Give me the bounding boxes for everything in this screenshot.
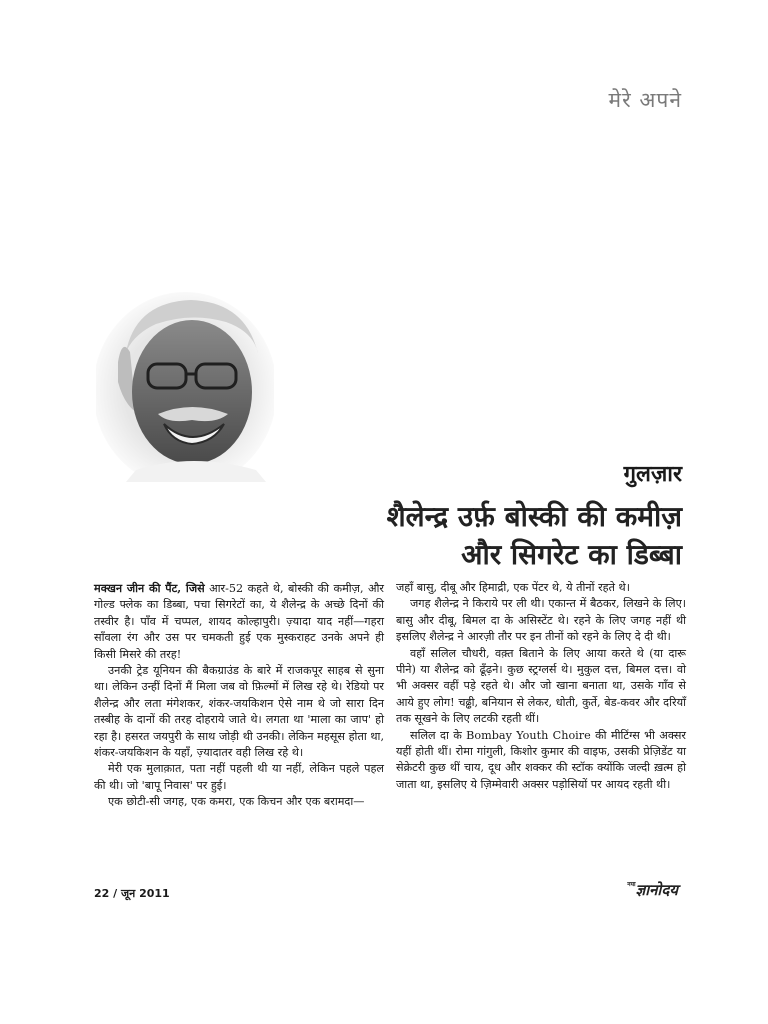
left-column: [94, 580, 384, 811]
magazine-logo-name: ज्ञानोदय: [635, 881, 678, 899]
lead-in: मक्खन जीन की पैंट, जिसे: [94, 581, 205, 595]
magazine-logo-prefix: नया: [627, 881, 636, 888]
article-title: [262, 498, 682, 574]
title-line-1: शैलेन्द्र उर्फ़ बोस्की की कमीज़: [386, 500, 682, 533]
paragraph: [94, 580, 384, 663]
paragraph-text: आर-52 कहते थे, बोस्की की कमीज़, और गोल्ड फ्लेक का डिब्बा, पचा सिगरेटों का, ये शैलेन्द्र के अच्छे दिनों की तस्वीर है। पाँव में चप्पल, शायद कोल्हापुरी। ज़्यादा याद नहीं—गहरा साँवला रंग और उस पर चमकती हुई एक मुस्कराहट उनके अपने ही किसी मिसरे की तरह!: [94, 582, 384, 661]
paragraph: सलिल दा के Bombay Youth Choire की मीटिंग्स भी अक्सर यहीं होती थीं। रोमा गांगुली, किशोर कुमार की वाइफ, उसकी प्रेज़िडेंट या सेक्रेटरी कुछ थीं चाय, दूध और शक्कर की स्टॉक क्योंकि जल्दी ख़त्म हो जाता था, इसलिए ये ज़िम्मेवारी अक्सर पड़ोसियों पर आयद रहती थी।: [396, 728, 686, 791]
title-line-2: और सिगरेट का डिब्बा: [461, 538, 682, 571]
section-label: मेरे अपने: [608, 88, 682, 112]
paragraph: एक छोटी-सी जगह, एक कमरा, एक किचन और एक बरामदा—: [108, 795, 365, 809]
author-portrait: [96, 292, 274, 482]
page-number: 22 / जून 2011: [94, 887, 170, 900]
right-column: [396, 580, 686, 793]
author-name: गुलज़ार: [623, 461, 682, 487]
paragraph: जगह शैलेन्द्र ने किराये पर ली थी। एकान्त में बैठकर, लिखने के लिए। बासु और दीबू, बिमल दा के असिस्टेंट थे। रहने के लिए जगह नहीं थी इसलिए शैलेन्द्र ने आरज़ी तौर पर इन तीनों को रहने के लिए दे दी थी।: [396, 597, 686, 644]
paragraph: जहाँ बासु, दीबू और हिमाद्री, एक पेंटर थे, ये तीनों रहते थे।: [396, 581, 630, 594]
paragraph: वहाँ सलिल चौधरी, वक़्त बिताने के लिए आया करते थे (या दारू पीने) या शैलेन्द्र को ढूँढ़ने। कुछ स्ट्रग्लर्स थे। मुकुल दत्त, बिमल दत्त। वो भी अक्सर वहीं पड़े रहते थे। और जो खाना बनाता था, उसके गाँव से आये हुए लोग! चढ्ढी, बनियान से लेकर, धोती, कुर्ते, बेड-कवर और दरियाँ तक सूखने के लिए लटकी रहती थीं।: [396, 646, 686, 726]
magazine-logo: [627, 880, 678, 900]
paragraph: उनकी ट्रेड यूनियन की बैकग्राउंड के बारे में राजकपूर साहब से सुना था। लेकिन उन्हीं दिनों मैं मिला जब वो फ़िल्मों में लिख रहे थे। रेडियो पर शैलेन्द्र और लता मंगेशकर, शंकर-जयकिशन ऐसे नाम थे जो सारा दिन तस्बीह के दानों की तरह दोहराये जाते थे। लगता था 'माला का जाप' हो रहा है। हसरत जयपुरी के साथ जोड़ी थी उनकी। लेकिन महसूस होता था, शंकर-जयकिशन के यहाँ, ज़्यादातर वही लिख रहे थे।: [94, 664, 384, 760]
paragraph: मेरी एक मुलाक़ात, पता नहीं पहली थी या नहीं, लेकिन पहले पहल की थी। जो 'बापू निवास' पर हुई।: [94, 762, 384, 792]
